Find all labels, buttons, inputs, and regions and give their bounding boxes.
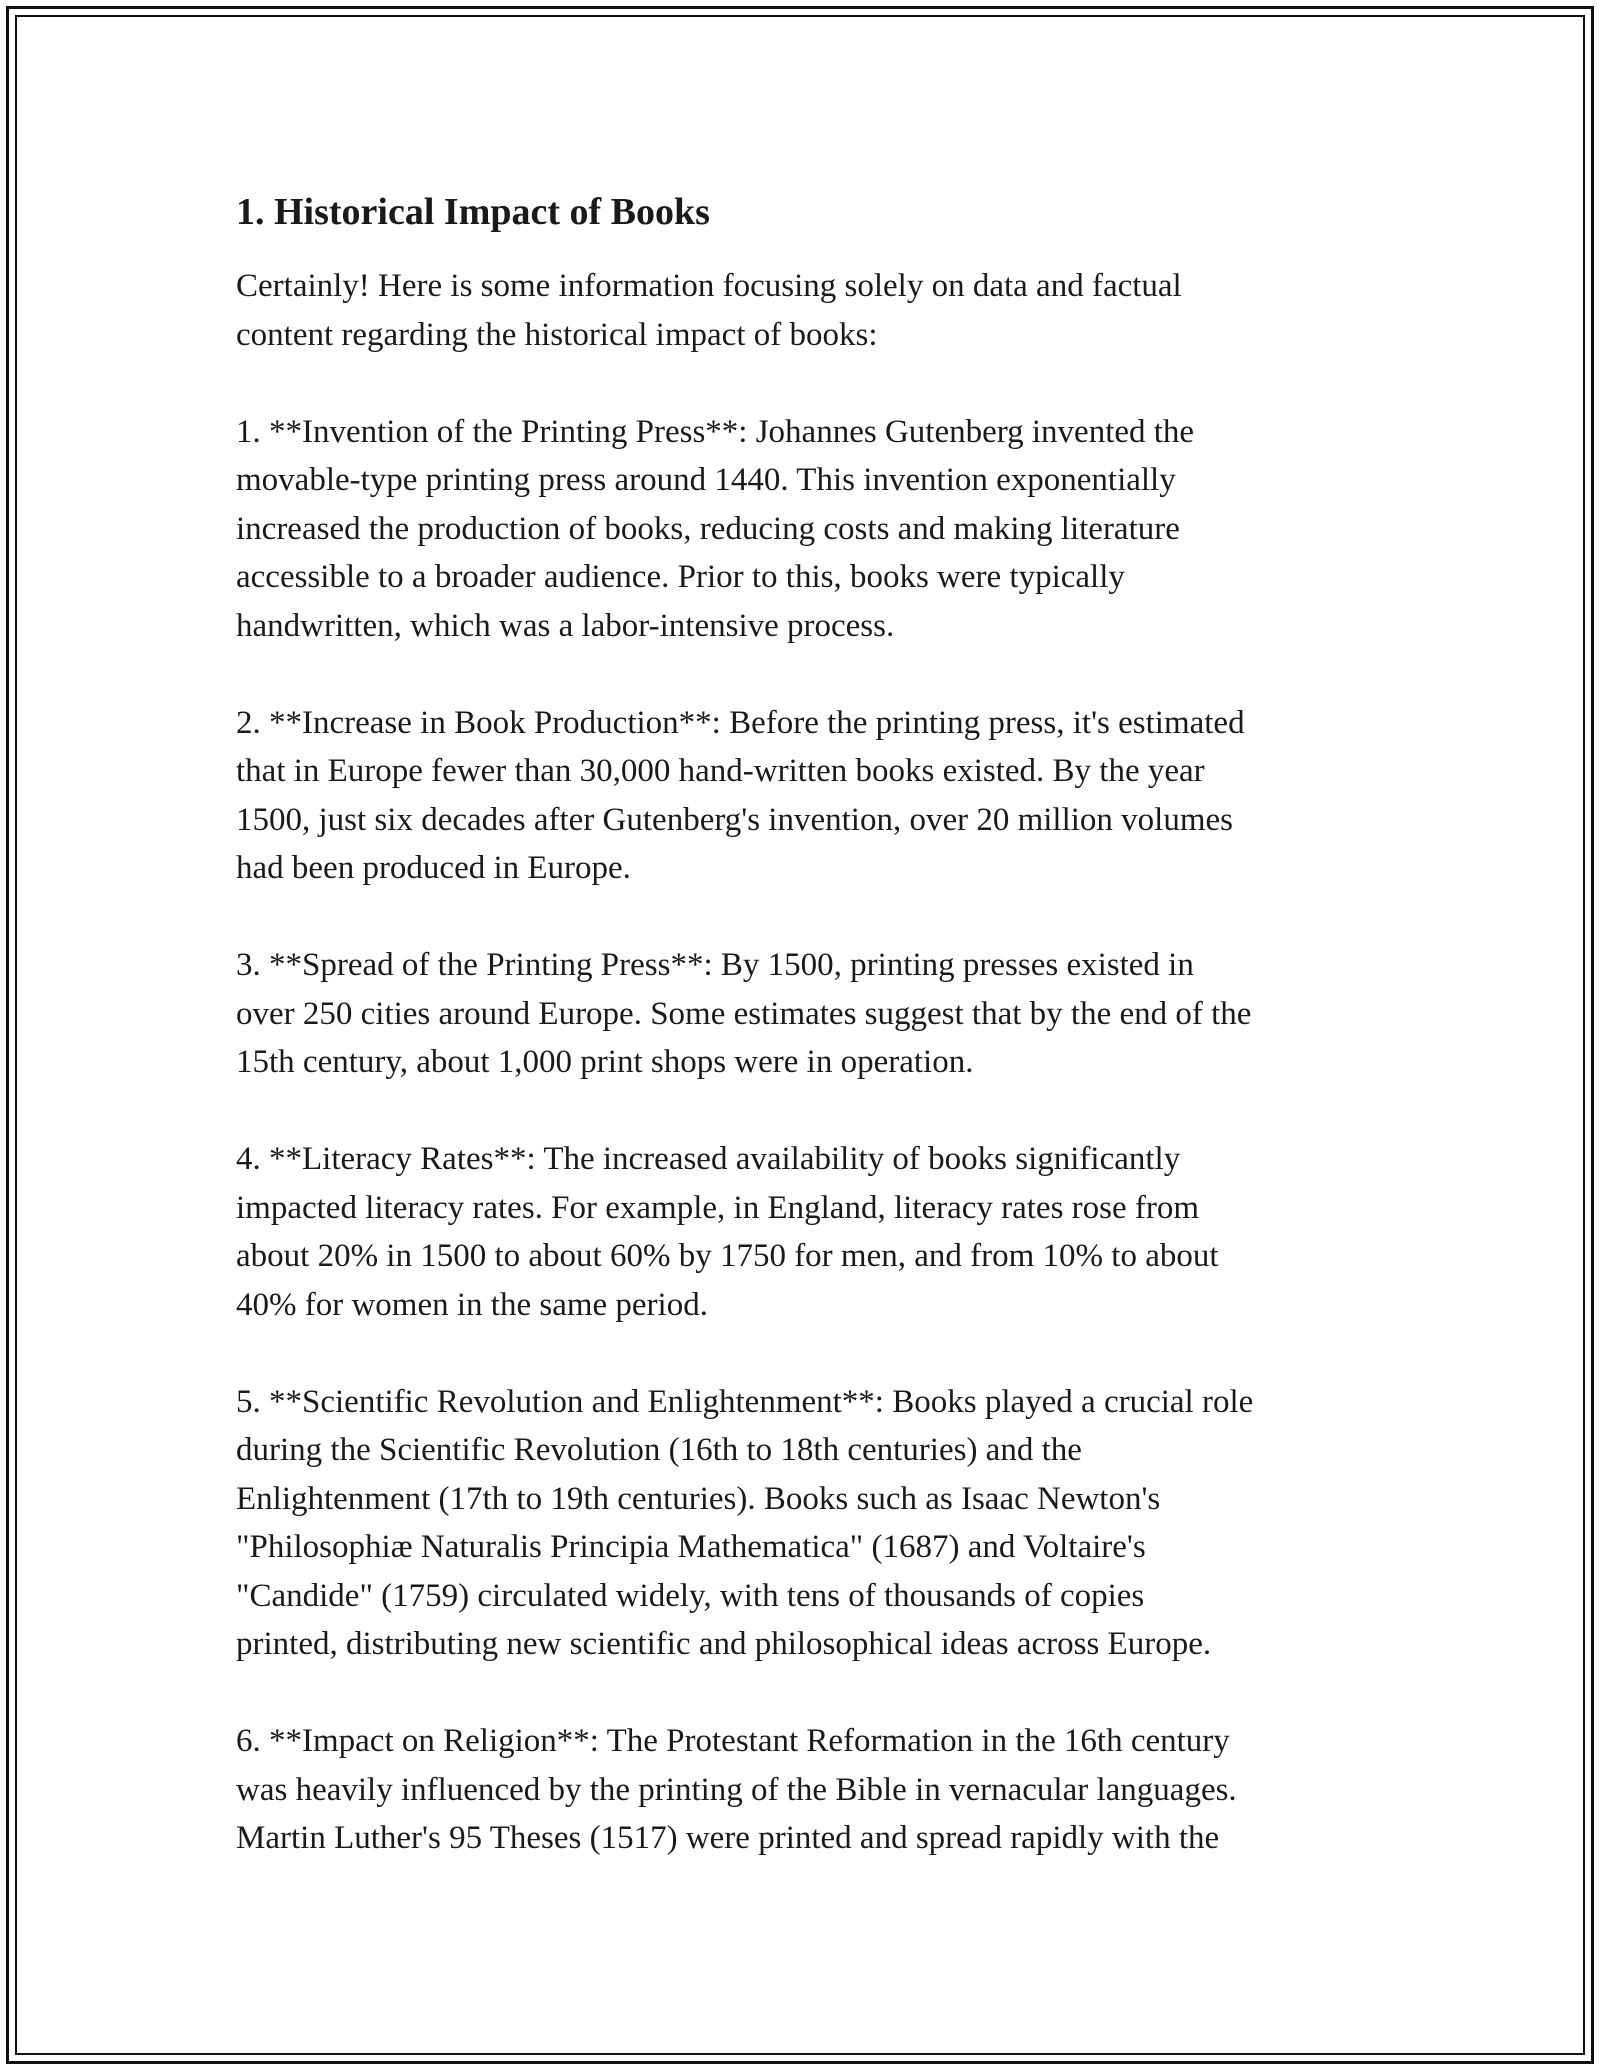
list-item-printing-press: [236, 408, 1386, 651]
text-line: 40% for women in the same period.: [236, 1286, 708, 1323]
text-line: "Candide" (1759) circulated widely, with tens of thousands of copies: [236, 1577, 1145, 1614]
list-item-spread-of-press: [236, 941, 1386, 1087]
text-line: printed, distributing new scientific and philosophical ideas across Europe.: [236, 1626, 1212, 1662]
text-line: 1. **Invention of the Printing Press**: Johannes Gutenberg invented the: [236, 413, 1195, 450]
list-item-literacy-rates: [236, 1135, 1386, 1329]
text-line: 5. **Scientific Revolution and Enlightenment**: Books played a crucial role: [236, 1383, 1254, 1420]
text-line: was heavily influenced by the printing of the Bible in vernacular languages.: [236, 1771, 1237, 1808]
text-line: "Philosophiæ Naturalis Principia Mathematica" (1687) and Voltaire's: [236, 1529, 1146, 1565]
text-line: 4. **Literacy Rates**: The increased availability of books significantly: [236, 1141, 1181, 1177]
text-line: movable-type printing press around 1440. This invention exponentially: [236, 462, 1176, 498]
text-line: 2. **Increase in Book Production**: Before the printing press, it's estimated: [236, 704, 1245, 741]
text-line: Martin Luther's 95 Theses (1517) were printed and spread rapidly with the: [236, 1820, 1220, 1856]
list-item-scientific-revolution: [236, 1378, 1386, 1669]
text-line: during the Scientific Revolution (16th to 18th centuries) and the: [236, 1432, 1082, 1468]
list-item-book-production: [236, 699, 1386, 893]
text-line: 3. **Spread of the Printing Press**: By 1500, printing presses existed in: [236, 947, 1194, 983]
text-line: had been produced in Europe.: [236, 850, 631, 886]
text-line: 15th century, about 1,000 print shops were in operation.: [236, 1044, 974, 1080]
text-line: 1500, just six decades after Gutenberg's invention, over 20 million volumes: [236, 801, 1233, 838]
text-line: handwritten, which was a labor-intensive process.: [236, 607, 895, 644]
text-line: content regarding the historical impact of books:: [236, 316, 878, 353]
text-line: that in Europe fewer than 30,000 hand-written books existed. By the year: [236, 753, 1205, 789]
intro-paragraph: [236, 262, 1386, 359]
text-line: impacted literacy rates. For example, in England, literacy rates rose from: [236, 1189, 1200, 1226]
text-line: Enlightenment (17th to 19th centuries). Books such as Isaac Newton's: [236, 1480, 1161, 1517]
text-line: about 20% in 1500 to about 60% by 1750 for men, and from 10% to about: [236, 1238, 1219, 1274]
text-line: over 250 cities around Europe. Some estimates suggest that by the end of the: [236, 995, 1252, 1032]
document-body: [236, 186, 1386, 1863]
text-line: Certainly! Here is some information focusing solely on data and factual: [236, 268, 1182, 304]
text-line: 6. **Impact on Religion**: The Protestant Reformation in the 16th century: [236, 1723, 1230, 1759]
section-heading: 1. Historical Impact of Books: [236, 191, 710, 233]
text-line: accessible to a broader audience. Prior to this, books were typically: [236, 559, 1125, 595]
list-item-religion: [236, 1717, 1386, 1863]
text-line: increased the production of books, reducing costs and making literature: [236, 510, 1180, 547]
